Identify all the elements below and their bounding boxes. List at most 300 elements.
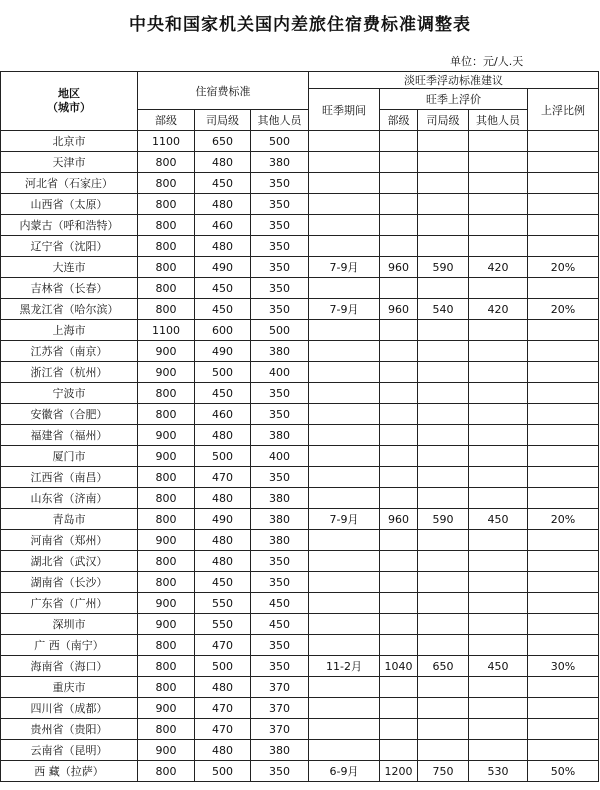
cell-peak-period: 11-2月 bbox=[309, 656, 380, 677]
header-float-ratio: 上浮比例 bbox=[528, 89, 599, 131]
table-row bbox=[1, 299, 599, 320]
cell-region: 江苏省（南京） bbox=[1, 341, 138, 362]
cell-bureau: 500 bbox=[195, 446, 251, 467]
cell-peak-period bbox=[309, 320, 380, 341]
cell-peak-others bbox=[469, 719, 528, 740]
cell-bureau: 650 bbox=[195, 131, 251, 152]
cell-peak-others bbox=[469, 698, 528, 719]
cell-others: 380 bbox=[251, 152, 309, 173]
cell-peak-period bbox=[309, 152, 380, 173]
cell-region: 河南省（郑州） bbox=[1, 530, 138, 551]
cell-ministerial: 1100 bbox=[138, 320, 195, 341]
cell-others: 400 bbox=[251, 362, 309, 383]
cell-region: 厦门市 bbox=[1, 446, 138, 467]
cell-peak-period bbox=[309, 719, 380, 740]
cell-peak-ministerial bbox=[380, 677, 418, 698]
cell-region: 青岛市 bbox=[1, 509, 138, 530]
cell-peak-ministerial bbox=[380, 425, 418, 446]
cell-peak-bureau bbox=[418, 425, 469, 446]
cell-peak-others bbox=[469, 131, 528, 152]
cell-ministerial: 900 bbox=[138, 362, 195, 383]
cell-peak-period bbox=[309, 173, 380, 194]
cell-bureau: 450 bbox=[195, 278, 251, 299]
cell-float-ratio bbox=[528, 719, 599, 740]
cell-peak-others bbox=[469, 677, 528, 698]
cell-bureau: 480 bbox=[195, 530, 251, 551]
cell-region: 西 藏（拉萨） bbox=[1, 761, 138, 782]
cell-ministerial: 1100 bbox=[138, 131, 195, 152]
cell-ministerial: 900 bbox=[138, 614, 195, 635]
cell-peak-period bbox=[309, 530, 380, 551]
header-others: 其他人员 bbox=[251, 110, 309, 131]
cell-peak-bureau bbox=[418, 740, 469, 761]
cell-float-ratio bbox=[528, 698, 599, 719]
cell-ministerial: 800 bbox=[138, 551, 195, 572]
cell-bureau: 500 bbox=[195, 362, 251, 383]
cell-others: 350 bbox=[251, 299, 309, 320]
cell-peak-ministerial bbox=[380, 278, 418, 299]
cell-peak-others: 450 bbox=[469, 656, 528, 677]
cell-others: 380 bbox=[251, 740, 309, 761]
cell-others: 380 bbox=[251, 341, 309, 362]
cell-peak-period: 7-9月 bbox=[309, 299, 380, 320]
table-row bbox=[1, 362, 599, 383]
header-peak-price: 旺季上浮价 bbox=[380, 89, 528, 110]
cell-bureau: 470 bbox=[195, 719, 251, 740]
cell-peak-period bbox=[309, 635, 380, 656]
cell-ministerial: 800 bbox=[138, 635, 195, 656]
cell-region: 河北省（石家庄） bbox=[1, 173, 138, 194]
cell-ministerial: 800 bbox=[138, 488, 195, 509]
table-row bbox=[1, 425, 599, 446]
cell-peak-others bbox=[469, 635, 528, 656]
cell-bureau: 550 bbox=[195, 614, 251, 635]
cell-peak-others bbox=[469, 362, 528, 383]
cell-float-ratio bbox=[528, 593, 599, 614]
cell-peak-others bbox=[469, 341, 528, 362]
cell-float-ratio bbox=[528, 488, 599, 509]
cell-peak-ministerial bbox=[380, 236, 418, 257]
cell-peak-ministerial: 960 bbox=[380, 299, 418, 320]
table-row bbox=[1, 404, 599, 425]
cell-peak-bureau bbox=[418, 236, 469, 257]
cell-peak-bureau: 540 bbox=[418, 299, 469, 320]
cell-float-ratio: 30% bbox=[528, 656, 599, 677]
cell-peak-others bbox=[469, 425, 528, 446]
table-row bbox=[1, 194, 599, 215]
cell-peak-ministerial bbox=[380, 215, 418, 236]
cell-ministerial: 900 bbox=[138, 530, 195, 551]
cell-others: 350 bbox=[251, 383, 309, 404]
cell-region: 内蒙古（呼和浩特） bbox=[1, 215, 138, 236]
cell-region: 黑龙江省（哈尔滨） bbox=[1, 299, 138, 320]
table-row bbox=[1, 173, 599, 194]
cell-peak-ministerial bbox=[380, 320, 418, 341]
cell-region: 广 西（南宁） bbox=[1, 635, 138, 656]
cell-peak-period: 6-9月 bbox=[309, 761, 380, 782]
cell-peak-period bbox=[309, 383, 380, 404]
cell-peak-bureau bbox=[418, 488, 469, 509]
cell-peak-ministerial bbox=[380, 173, 418, 194]
cell-ministerial: 800 bbox=[138, 194, 195, 215]
cell-peak-bureau bbox=[418, 677, 469, 698]
cell-region: 山西省（太原） bbox=[1, 194, 138, 215]
cell-ministerial: 800 bbox=[138, 467, 195, 488]
cell-peak-bureau bbox=[418, 572, 469, 593]
table-row bbox=[1, 509, 599, 530]
table-row bbox=[1, 593, 599, 614]
cell-bureau: 470 bbox=[195, 467, 251, 488]
header-peak-period: 旺季期间 bbox=[309, 89, 380, 131]
header-region-label: 地区 bbox=[58, 87, 80, 100]
table-row bbox=[1, 446, 599, 467]
cell-peak-ministerial bbox=[380, 530, 418, 551]
cell-others: 350 bbox=[251, 635, 309, 656]
cell-others: 400 bbox=[251, 446, 309, 467]
cell-peak-others bbox=[469, 551, 528, 572]
cell-ministerial: 800 bbox=[138, 509, 195, 530]
cell-peak-others bbox=[469, 740, 528, 761]
cell-peak-bureau bbox=[418, 530, 469, 551]
cell-bureau: 480 bbox=[195, 551, 251, 572]
table-row bbox=[1, 467, 599, 488]
cell-others: 350 bbox=[251, 572, 309, 593]
cell-float-ratio bbox=[528, 320, 599, 341]
cell-region: 四川省（成都） bbox=[1, 698, 138, 719]
cell-float-ratio bbox=[528, 404, 599, 425]
cell-peak-ministerial bbox=[380, 719, 418, 740]
cell-ministerial: 800 bbox=[138, 404, 195, 425]
cell-peak-others bbox=[469, 446, 528, 467]
cell-peak-others bbox=[469, 593, 528, 614]
cell-peak-period bbox=[309, 572, 380, 593]
cell-ministerial: 800 bbox=[138, 173, 195, 194]
table-row bbox=[1, 677, 599, 698]
cell-bureau: 480 bbox=[195, 488, 251, 509]
cell-float-ratio bbox=[528, 551, 599, 572]
cell-peak-ministerial bbox=[380, 341, 418, 362]
cell-float-ratio bbox=[528, 131, 599, 152]
cell-peak-others bbox=[469, 488, 528, 509]
cell-peak-ministerial: 960 bbox=[380, 509, 418, 530]
cell-region: 北京市 bbox=[1, 131, 138, 152]
cell-others: 500 bbox=[251, 320, 309, 341]
table-row bbox=[1, 152, 599, 173]
cell-float-ratio bbox=[528, 635, 599, 656]
cell-peak-ministerial bbox=[380, 383, 418, 404]
cell-region: 湖北省（武汉） bbox=[1, 551, 138, 572]
cell-ministerial: 800 bbox=[138, 299, 195, 320]
cell-peak-others bbox=[469, 215, 528, 236]
cell-float-ratio bbox=[528, 740, 599, 761]
cell-others: 350 bbox=[251, 194, 309, 215]
table-row bbox=[1, 530, 599, 551]
cell-peak-bureau bbox=[418, 551, 469, 572]
cell-peak-bureau bbox=[418, 278, 469, 299]
cell-bureau: 470 bbox=[195, 635, 251, 656]
cell-peak-bureau bbox=[418, 362, 469, 383]
cell-region: 福建省（福州） bbox=[1, 425, 138, 446]
cell-float-ratio: 50% bbox=[528, 761, 599, 782]
cell-peak-ministerial bbox=[380, 152, 418, 173]
cell-float-ratio bbox=[528, 341, 599, 362]
cell-bureau: 480 bbox=[195, 152, 251, 173]
cell-ministerial: 800 bbox=[138, 152, 195, 173]
cell-peak-bureau bbox=[418, 383, 469, 404]
cell-bureau: 450 bbox=[195, 299, 251, 320]
cell-ministerial: 800 bbox=[138, 215, 195, 236]
cell-peak-bureau bbox=[418, 341, 469, 362]
header-season-suggestion: 淡旺季浮动标准建议 bbox=[309, 72, 599, 89]
cell-peak-ministerial bbox=[380, 614, 418, 635]
cell-others: 380 bbox=[251, 509, 309, 530]
cell-peak-others bbox=[469, 614, 528, 635]
cell-peak-ministerial bbox=[380, 446, 418, 467]
table-row bbox=[1, 257, 599, 278]
header-lodging-standard: 住宿费标准 bbox=[138, 72, 309, 110]
cell-peak-ministerial bbox=[380, 572, 418, 593]
header-peak-bureau: 司局级 bbox=[418, 110, 469, 131]
cell-others: 350 bbox=[251, 551, 309, 572]
table-row bbox=[1, 698, 599, 719]
table-row bbox=[1, 383, 599, 404]
cell-ministerial: 900 bbox=[138, 341, 195, 362]
header-region-sub: （城市） bbox=[47, 101, 91, 114]
cell-peak-ministerial bbox=[380, 362, 418, 383]
cell-ministerial: 800 bbox=[138, 257, 195, 278]
cell-region: 吉林省（长春） bbox=[1, 278, 138, 299]
cell-peak-period bbox=[309, 698, 380, 719]
cell-region: 贵州省（贵阳） bbox=[1, 719, 138, 740]
cell-peak-ministerial bbox=[380, 698, 418, 719]
cell-others: 350 bbox=[251, 173, 309, 194]
cell-peak-others bbox=[469, 320, 528, 341]
cell-peak-period bbox=[309, 215, 380, 236]
cell-peak-bureau bbox=[418, 215, 469, 236]
cell-ministerial: 800 bbox=[138, 656, 195, 677]
cell-peak-others bbox=[469, 173, 528, 194]
cell-region: 上海市 bbox=[1, 320, 138, 341]
header-peak-ministerial: 部级 bbox=[380, 110, 418, 131]
cell-bureau: 600 bbox=[195, 320, 251, 341]
cell-ministerial: 800 bbox=[138, 761, 195, 782]
cell-peak-bureau bbox=[418, 446, 469, 467]
cell-others: 350 bbox=[251, 278, 309, 299]
cell-bureau: 450 bbox=[195, 173, 251, 194]
cell-float-ratio bbox=[528, 383, 599, 404]
cell-ministerial: 800 bbox=[138, 677, 195, 698]
cell-peak-bureau: 590 bbox=[418, 509, 469, 530]
cell-others: 450 bbox=[251, 593, 309, 614]
cell-float-ratio bbox=[528, 194, 599, 215]
table-row bbox=[1, 635, 599, 656]
cell-bureau: 490 bbox=[195, 509, 251, 530]
cell-peak-period bbox=[309, 446, 380, 467]
cell-bureau: 480 bbox=[195, 194, 251, 215]
table-row bbox=[1, 215, 599, 236]
cell-peak-period bbox=[309, 677, 380, 698]
table-row bbox=[1, 614, 599, 635]
cell-float-ratio bbox=[528, 467, 599, 488]
cell-others: 500 bbox=[251, 131, 309, 152]
table-row bbox=[1, 740, 599, 761]
cell-bureau: 450 bbox=[195, 383, 251, 404]
cell-region: 浙江省（杭州） bbox=[1, 362, 138, 383]
cell-peak-period bbox=[309, 404, 380, 425]
cell-others: 450 bbox=[251, 614, 309, 635]
cell-peak-bureau bbox=[418, 173, 469, 194]
cell-ministerial: 900 bbox=[138, 446, 195, 467]
cell-others: 350 bbox=[251, 215, 309, 236]
cell-peak-bureau bbox=[418, 614, 469, 635]
cell-region: 重庆市 bbox=[1, 677, 138, 698]
cell-bureau: 450 bbox=[195, 572, 251, 593]
cell-others: 350 bbox=[251, 257, 309, 278]
cell-others: 370 bbox=[251, 677, 309, 698]
cell-peak-bureau bbox=[418, 320, 469, 341]
cell-others: 380 bbox=[251, 530, 309, 551]
cell-peak-others bbox=[469, 467, 528, 488]
cell-float-ratio bbox=[528, 425, 599, 446]
cell-ministerial: 800 bbox=[138, 719, 195, 740]
cell-ministerial: 900 bbox=[138, 425, 195, 446]
cell-bureau: 490 bbox=[195, 341, 251, 362]
cell-ministerial: 800 bbox=[138, 572, 195, 593]
header-bureau: 司局级 bbox=[195, 110, 251, 131]
cell-peak-others bbox=[469, 152, 528, 173]
cell-bureau: 490 bbox=[195, 257, 251, 278]
cell-peak-period bbox=[309, 131, 380, 152]
table-row bbox=[1, 131, 599, 152]
cell-bureau: 550 bbox=[195, 593, 251, 614]
table-row bbox=[1, 488, 599, 509]
cell-float-ratio bbox=[528, 278, 599, 299]
cell-ministerial: 800 bbox=[138, 278, 195, 299]
cell-peak-period bbox=[309, 614, 380, 635]
cell-bureau: 460 bbox=[195, 215, 251, 236]
cell-peak-bureau bbox=[418, 152, 469, 173]
cell-others: 370 bbox=[251, 698, 309, 719]
cell-peak-period: 7-9月 bbox=[309, 257, 380, 278]
cell-peak-others bbox=[469, 404, 528, 425]
cell-peak-bureau bbox=[418, 131, 469, 152]
cell-bureau: 500 bbox=[195, 656, 251, 677]
cell-peak-period bbox=[309, 341, 380, 362]
page-title: 中央和国家机关国内差旅住宿费标准调整表 bbox=[129, 15, 471, 35]
table-row bbox=[1, 656, 599, 677]
cell-float-ratio bbox=[528, 215, 599, 236]
cell-region: 安徽省（合肥） bbox=[1, 404, 138, 425]
table-row bbox=[1, 719, 599, 740]
cell-float-ratio bbox=[528, 614, 599, 635]
unit-label: 单位：元/人.天 bbox=[450, 55, 524, 68]
cell-peak-others bbox=[469, 236, 528, 257]
cell-peak-others: 420 bbox=[469, 299, 528, 320]
table-row bbox=[1, 761, 599, 782]
header-ministerial: 部级 bbox=[138, 110, 195, 131]
cell-peak-period bbox=[309, 467, 380, 488]
cell-peak-ministerial bbox=[380, 635, 418, 656]
cell-others: 350 bbox=[251, 467, 309, 488]
cell-others: 350 bbox=[251, 236, 309, 257]
cell-region: 天津市 bbox=[1, 152, 138, 173]
cell-peak-others: 530 bbox=[469, 761, 528, 782]
cell-others: 380 bbox=[251, 425, 309, 446]
cell-float-ratio bbox=[528, 446, 599, 467]
cell-bureau: 480 bbox=[195, 677, 251, 698]
cell-peak-bureau: 590 bbox=[418, 257, 469, 278]
cell-float-ratio: 20% bbox=[528, 509, 599, 530]
table-row bbox=[1, 551, 599, 572]
cell-peak-ministerial bbox=[380, 488, 418, 509]
cell-peak-period bbox=[309, 362, 380, 383]
cell-region: 云南省（昆明） bbox=[1, 740, 138, 761]
cell-peak-bureau bbox=[418, 635, 469, 656]
cell-peak-period bbox=[309, 488, 380, 509]
cell-region: 深圳市 bbox=[1, 614, 138, 635]
lodging-standard-table bbox=[0, 71, 599, 782]
table-row bbox=[1, 278, 599, 299]
cell-region: 辽宁省（沈阳） bbox=[1, 236, 138, 257]
cell-peak-others bbox=[469, 278, 528, 299]
cell-peak-period bbox=[309, 194, 380, 215]
cell-peak-ministerial bbox=[380, 131, 418, 152]
cell-float-ratio bbox=[528, 236, 599, 257]
cell-peak-bureau bbox=[418, 467, 469, 488]
cell-peak-ministerial bbox=[380, 740, 418, 761]
cell-bureau: 460 bbox=[195, 404, 251, 425]
cell-float-ratio bbox=[528, 173, 599, 194]
cell-peak-bureau bbox=[418, 719, 469, 740]
cell-region: 江西省（南昌） bbox=[1, 467, 138, 488]
cell-ministerial: 800 bbox=[138, 236, 195, 257]
cell-peak-period bbox=[309, 740, 380, 761]
cell-ministerial: 900 bbox=[138, 740, 195, 761]
cell-float-ratio bbox=[528, 677, 599, 698]
cell-peak-others bbox=[469, 530, 528, 551]
cell-peak-period: 7-9月 bbox=[309, 509, 380, 530]
cell-region: 湖南省（长沙） bbox=[1, 572, 138, 593]
cell-peak-ministerial bbox=[380, 467, 418, 488]
cell-bureau: 470 bbox=[195, 698, 251, 719]
cell-float-ratio: 20% bbox=[528, 257, 599, 278]
cell-peak-period bbox=[309, 425, 380, 446]
cell-peak-period bbox=[309, 551, 380, 572]
header-peak-others: 其他人员 bbox=[469, 110, 528, 131]
cell-bureau: 480 bbox=[195, 236, 251, 257]
cell-peak-ministerial: 960 bbox=[380, 257, 418, 278]
table-row bbox=[1, 572, 599, 593]
cell-bureau: 500 bbox=[195, 761, 251, 782]
cell-peak-others bbox=[469, 572, 528, 593]
cell-peak-period bbox=[309, 593, 380, 614]
cell-peak-period bbox=[309, 236, 380, 257]
cell-float-ratio bbox=[528, 152, 599, 173]
cell-peak-period bbox=[309, 278, 380, 299]
cell-float-ratio bbox=[528, 572, 599, 593]
cell-peak-bureau: 750 bbox=[418, 761, 469, 782]
cell-peak-bureau bbox=[418, 593, 469, 614]
cell-peak-ministerial: 1200 bbox=[380, 761, 418, 782]
cell-peak-bureau: 650 bbox=[418, 656, 469, 677]
cell-peak-bureau bbox=[418, 194, 469, 215]
cell-peak-ministerial bbox=[380, 194, 418, 215]
cell-peak-others: 420 bbox=[469, 257, 528, 278]
cell-ministerial: 900 bbox=[138, 698, 195, 719]
table-row bbox=[1, 341, 599, 362]
cell-peak-others: 450 bbox=[469, 509, 528, 530]
cell-peak-others bbox=[469, 383, 528, 404]
